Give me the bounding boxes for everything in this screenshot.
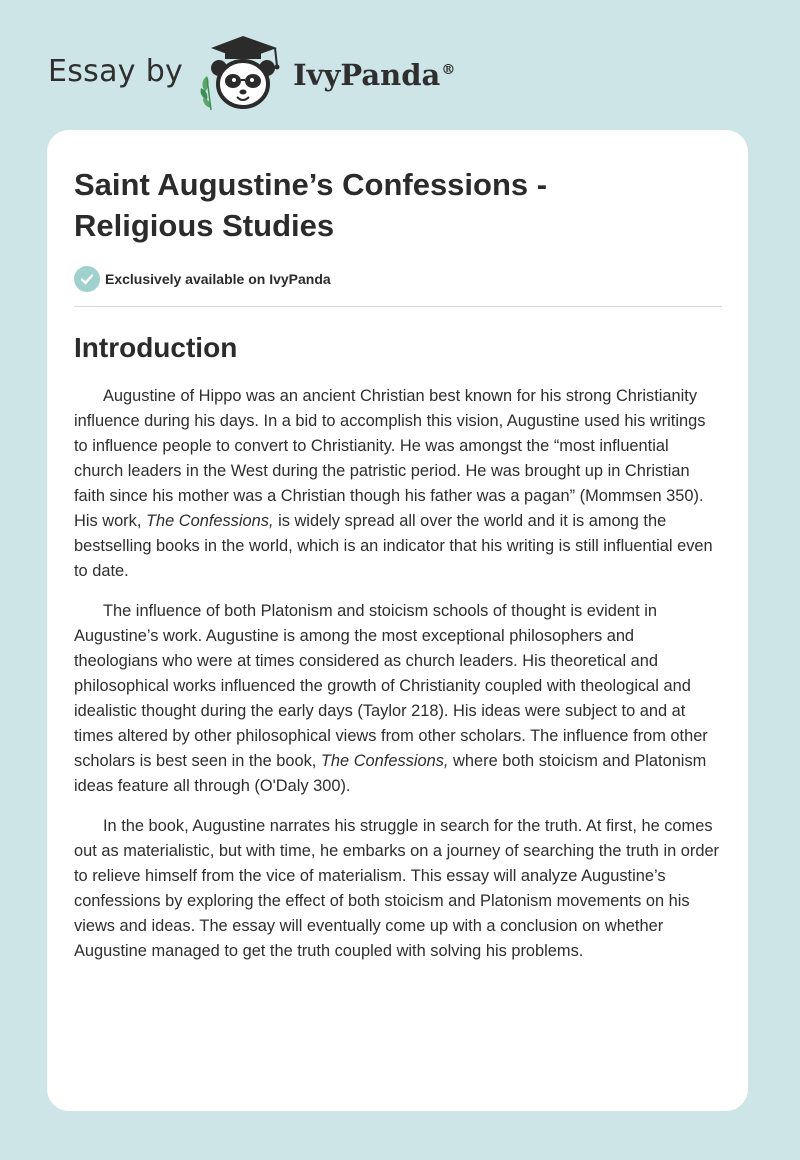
panda-graduation-cap-logo[interactable] [197, 34, 289, 114]
brand-name[interactable]: IvyPanda® [293, 58, 456, 92]
paragraph-3: In the book, Augustine narrates his struggle in search for the truth. At first, he comes out as materialistic, but with time, he embarks on a journey of searching the truth in order to relieve himself from the vice of materialism. This essay will analyze Augustine’s confessions by exploring the effect of both stoicism and Platonism movements on his views and ideas. The essay will eventually come up with a conclusion on whether Augustine managed to get the truth coupled with solving his problems. [74, 817, 720, 960]
section-heading: Introduction [74, 332, 238, 363]
book-title-italic: The Confessions, [320, 752, 449, 770]
brand-prefix: Essay by [48, 53, 184, 89]
paragraph-1: Augustine of Hippo was an ancient Christian best known for his strong Christianity influence during his days. In a bid to accomplish this vision, Augustine used his writings to influence people to convert to Christianity. He was amongst the “most influential church leaders in the West during the patristic period. He was brought up in Christian faith since his mother was a Christian though his father was a pagan” (Mommsen 350). His work, The Confessions, is widely spread all over the world and it is among the bestselling books in the world, which is an indicator that his writing is still influential even to date. [74, 387, 713, 580]
essay-title: Saint Augustine’s Confessions - Religious Studies [74, 167, 548, 243]
divider [74, 306, 722, 307]
checkmark-icon [74, 266, 100, 292]
essay-card [47, 130, 748, 1111]
exclusive-label: Exclusively available on IvyPanda [105, 271, 331, 287]
book-title-italic: The Confessions, [145, 512, 274, 530]
paragraph-2: The influence of both Platonism and stoicism schools of thought is evident in Augustine’s work. Augustine is among the most exceptional philosophers and theologians who were at times considered as church leaders. His theoretical and philosophical works influenced the growth of Christianity coupled with theological and idealistic thought during the early days (Taylor 218). His ideas were subject to and at times altered by other philosophical views from other scholars. The influence from other scholars is best seen in the book, The Confessions, where both stoicism and Platonism ideas feature all through (O'Daly 300). [74, 602, 708, 795]
exclusive-notice [74, 266, 722, 292]
brand-header [48, 34, 455, 114]
